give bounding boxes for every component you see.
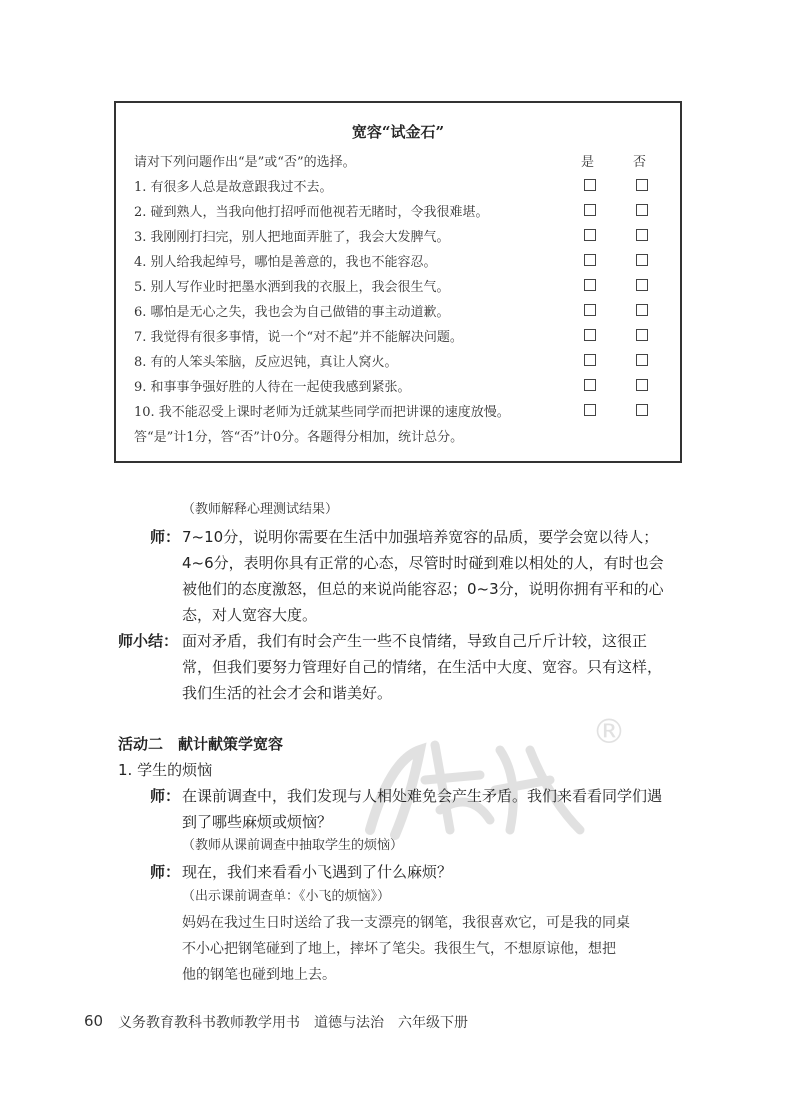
quiz-item	[134, 249, 666, 271]
quiz-item-text: 4. 别人给我起绰号，哪怕是善意的，我也不能容忍。	[134, 255, 437, 270]
quiz-item-text: 3. 我刚刚打扫完，别人把地面弄脏了，我会大发脾气。	[134, 230, 450, 245]
quiz-item-text: 1. 有很多人总是故意跟我过不去。	[134, 180, 333, 195]
yes-checkbox[interactable]	[584, 354, 596, 366]
quiz-item-text: 8. 有的人笨头笨脑，反应迟钝，真让人窝火。	[134, 355, 398, 370]
speaker-label-teacher: 师：	[150, 863, 181, 881]
no-checkbox[interactable]	[636, 379, 648, 391]
quiz-title: 宽容“试金石”	[351, 123, 445, 141]
teacher-note: （出示课前调查单：《小飞的烦恼》）	[182, 889, 391, 904]
tolerance-quiz-box	[114, 101, 682, 463]
no-checkbox[interactable]	[636, 354, 648, 366]
summary-line: 我们生活的社会才会和谐美好。	[182, 684, 393, 702]
no-checkbox[interactable]	[636, 304, 648, 316]
yes-checkbox[interactable]	[584, 379, 596, 391]
quiz-item-text: 5. 别人写作业时把墨水洒到我的衣服上，我会很生气。	[134, 280, 450, 295]
yes-checkbox[interactable]	[584, 204, 596, 216]
teacher-speech-line: 在课前调查中，我们发现与人相处难免会产生矛盾。我们来看看同学们遇	[182, 787, 663, 805]
quiz-item	[134, 324, 666, 346]
registered-trademark-mark: ®	[592, 712, 626, 752]
story-line: 不小心把钢笔碰到了地上，摔坏了笔尖。我很生气，不想原谅他，想把	[182, 941, 616, 957]
quiz-item-text: 6. 哪怕是无心之失，我也会为自己做错的事主动道歉。	[134, 305, 450, 320]
no-checkbox[interactable]	[636, 179, 648, 191]
quiz-item	[134, 374, 666, 396]
quiz-item	[134, 199, 666, 221]
no-column-label: 否	[633, 155, 647, 170]
no-checkbox[interactable]	[636, 404, 648, 416]
quiz-header-row	[134, 149, 666, 171]
yes-checkbox[interactable]	[584, 179, 596, 191]
yes-column-label: 是	[581, 155, 595, 170]
quiz-item-text: 9. 和事事争强好胜的人待在一起使我感到紧张。	[134, 380, 411, 395]
story-line: 妈妈在我过生日时送给了我一支漂亮的钢笔，我很喜欢它，可是我的同桌	[182, 915, 630, 931]
quiz-item	[134, 299, 666, 321]
quiz-item	[134, 174, 666, 196]
activity-heading: 活动二 献计献策学宽容	[118, 735, 284, 753]
quiz-item	[134, 224, 666, 246]
book-title-footer: 义务教育教科书教师教学用书 道德与法治 六年级下册	[118, 1015, 468, 1031]
teacher-speech-line: 7~10分，说明你需要在生活中加强培养宽容的品质，要学会宽以待人；	[182, 528, 659, 546]
yes-checkbox[interactable]	[584, 254, 596, 266]
teacher-speech-line: 现在，我们来看看小飞遇到了什么麻烦？	[182, 863, 453, 881]
speaker-label-teacher: 师：	[150, 528, 181, 546]
quiz-item-text: 10. 我不能忍受上课时老师为迁就某些同学而把讲课的速度放慢。	[134, 405, 510, 420]
teacher-note: （教师解释心理测试结果）	[182, 502, 339, 517]
quiz-item-text: 2. 碰到熟人，当我向他打招呼而他视若无睹时，令我很难堪。	[134, 205, 489, 220]
quiz-instruction: 请对下列问题作出“是”或“否”的选择。	[134, 155, 356, 170]
yes-checkbox[interactable]	[584, 279, 596, 291]
teacher-speech-line: 4~6分，表明你具有正常的心态，尽管时时碰到难以相处的人，有时也会	[182, 554, 664, 572]
no-checkbox[interactable]	[636, 229, 648, 241]
quiz-item	[134, 349, 666, 371]
quiz-scoring-text: 答“是”计1分，答“否”计0分。各题得分相加，统计总分。	[134, 430, 464, 445]
no-checkbox[interactable]	[636, 279, 648, 291]
quiz-scoring-row	[134, 424, 666, 446]
teacher-speech-line: 被他们的态度激怒，但总的来说尚能容忍；0~3分，说明你拥有平和的心	[182, 580, 664, 598]
no-checkbox[interactable]	[636, 254, 648, 266]
story-line: 他的钢笔也碰到地上去。	[182, 967, 336, 983]
speaker-label-summary: 师小结：	[118, 632, 179, 650]
quiz-item	[134, 274, 666, 296]
no-checkbox[interactable]	[636, 329, 648, 341]
teacher-speech-line: 态，对人宽容大度。	[182, 606, 318, 624]
quiz-item	[134, 399, 666, 421]
yes-checkbox[interactable]	[584, 329, 596, 341]
quiz-item-text: 7. 我觉得有很多事情，说一个“对不起”并不能解决问题。	[134, 330, 463, 345]
no-checkbox[interactable]	[636, 204, 648, 216]
page-number: 60	[84, 1012, 104, 1030]
summary-line: 面对矛盾，我们有时会产生一些不良情绪，导致自己斤斤计较，这很正	[182, 632, 648, 650]
yes-checkbox[interactable]	[584, 404, 596, 416]
teacher-speech-line: 到了哪些麻烦或烦恼？	[182, 813, 333, 831]
teacher-note: （教师从课前调查中抽取学生的烦恼）	[182, 838, 404, 853]
yes-checkbox[interactable]	[584, 304, 596, 316]
yes-checkbox[interactable]	[584, 229, 596, 241]
subheading: 1. 学生的烦恼	[118, 761, 213, 779]
summary-line: 常，但我们要努力管理好自己的情绪，在生活中大度、宽容。只有这样，	[182, 658, 663, 676]
speaker-label-teacher: 师：	[150, 787, 181, 805]
